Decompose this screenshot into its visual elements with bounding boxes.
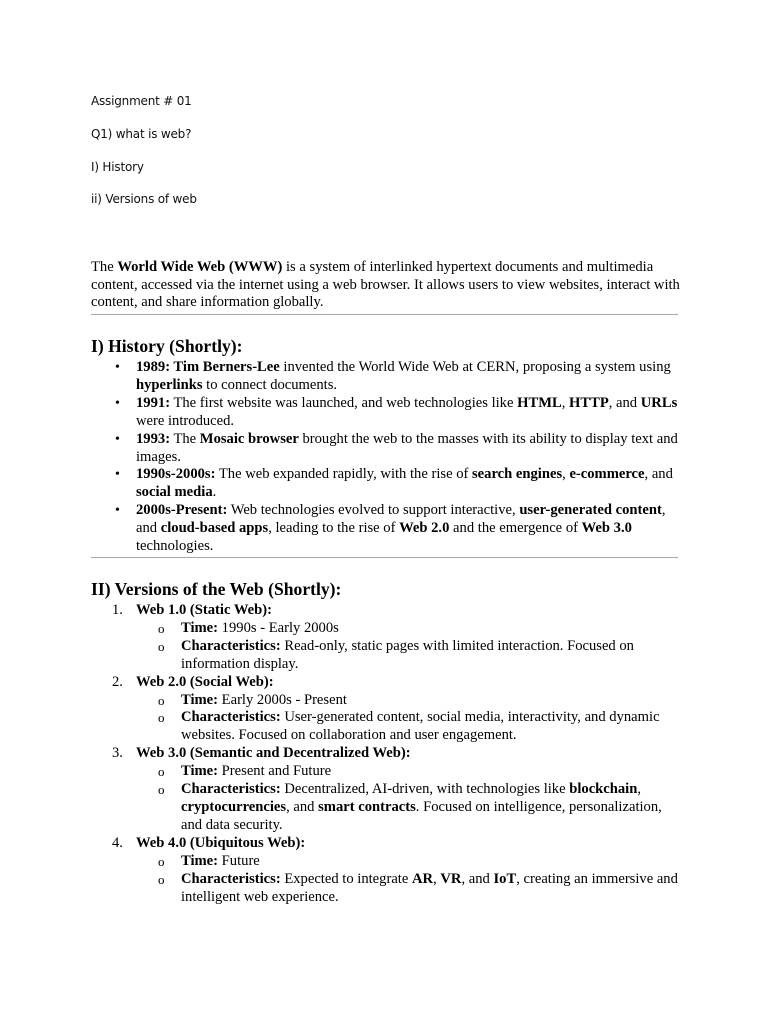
horizontal-rule <box>91 314 678 315</box>
bullet-icon: • <box>115 467 120 483</box>
history-bold: Mosaic browser <box>199 430 299 447</box>
intro-bold-term: World Wide Web (WWW) <box>117 259 283 275</box>
history-text: to connect documents. <box>202 376 338 393</box>
question-line: Q1) what is web? <box>91 127 192 141</box>
history-text: The <box>170 430 200 447</box>
characteristics-text: , <box>433 870 441 887</box>
version-characteristics <box>158 709 684 745</box>
history-bold: HTTP <box>569 394 609 411</box>
history-item <box>115 359 684 395</box>
history-text: . <box>212 484 217 501</box>
time-value: Present and Future <box>218 763 332 780</box>
characteristics-text: Expected to integrate <box>280 870 412 887</box>
characteristics-label: Characteristics: <box>181 709 281 726</box>
version-title: Web 3.0 (Semantic and Decentralized Web): <box>136 745 411 762</box>
circle-bullet-icon: o <box>158 782 165 798</box>
intro-paragraph <box>91 259 681 312</box>
history-text: , leading to the rise of <box>268 520 400 537</box>
characteristics-bold: smart contracts <box>318 798 416 815</box>
history-text: technologies. <box>136 538 214 555</box>
version-time <box>158 691 684 710</box>
history-bold: Web 2.0 <box>399 520 450 537</box>
version-title: Web 4.0 (Ubiquitous Web): <box>136 834 306 851</box>
part-versions-line: ii) Versions of web <box>91 192 197 206</box>
history-bold: cloud-based apps <box>160 520 269 537</box>
history-bold: social media <box>136 484 213 501</box>
time-label: Time: <box>181 763 219 780</box>
version-details <box>136 853 684 907</box>
version-number: 1. <box>112 602 123 618</box>
history-text: , <box>562 466 570 483</box>
characteristics-text: , <box>637 781 642 798</box>
history-text: were introduced. <box>136 412 235 429</box>
characteristics-label: Characteristics: <box>181 781 281 798</box>
history-bold: 2000s-Present: <box>136 502 228 519</box>
history-bold: user-generated content <box>519 502 662 519</box>
version-characteristics <box>158 781 684 835</box>
version-title: Web 1.0 (Static Web): <box>136 602 272 618</box>
bullet-icon: • <box>115 395 120 411</box>
characteristics-text: Decentralized, AI-driven, with technologies like <box>280 781 570 798</box>
history-text: , <box>561 394 569 411</box>
time-value: Early 2000s - Present <box>218 691 347 708</box>
version-characteristics <box>158 870 684 907</box>
part-history-line: I) History <box>91 160 144 174</box>
time-label: Time: <box>181 691 219 708</box>
intro-text: is a system of interlinked hypertext documents and multimedia content, accessed via the internet using a web browser. It allows users to view websites, interact with content, and share information globally. <box>91 259 680 311</box>
assignment-title: Assignment # 01 <box>91 94 192 108</box>
version-details <box>136 692 684 746</box>
time-label: Time: <box>181 852 219 869</box>
versions-list <box>112 602 684 906</box>
version-item <box>112 673 684 746</box>
history-bold: 1991: <box>136 394 171 411</box>
history-bold: URLs <box>640 394 678 411</box>
version-item <box>112 834 684 907</box>
version-characteristics <box>158 637 684 674</box>
history-bold: HTML <box>517 394 562 411</box>
characteristics-label: Characteristics: <box>181 870 281 887</box>
characteristics-text: , and <box>286 798 319 815</box>
version-number: 2. <box>112 673 123 690</box>
characteristics-bold: IoT <box>493 870 517 887</box>
history-heading: I) History (Shortly): <box>91 336 243 356</box>
versions-heading: II) Versions of the Web (Shortly): <box>91 579 342 599</box>
history-bold: hyperlinks <box>136 376 203 393</box>
time-label: Time: <box>181 619 219 636</box>
history-text: invented the World Wide Web at CERN, proposing a system using <box>279 359 671 375</box>
history-text: brought the web to the masses with its ability to display text and images. <box>136 430 678 465</box>
version-details <box>136 763 684 835</box>
circle-bullet-icon: o <box>158 853 165 869</box>
characteristics-bold: cryptocurrencies <box>181 798 287 815</box>
characteristics-text: . Focused on intelligence, personalization, and data security. <box>181 798 662 833</box>
history-bold: e-commerce <box>569 466 645 483</box>
history-bold: search engines <box>472 466 563 483</box>
version-item <box>112 745 684 835</box>
characteristics-bold: AR <box>411 870 434 887</box>
history-item <box>115 394 684 431</box>
characteristics-text: Read-only, static pages with limited interaction. Focused on information display. <box>181 637 634 672</box>
history-bold: Web 3.0 <box>581 520 632 537</box>
history-text: , and <box>136 502 666 537</box>
history-item <box>115 502 684 556</box>
history-text: The first website was launched, and web technologies like <box>170 394 518 411</box>
version-item <box>112 602 684 674</box>
history-text: Web technologies evolved to support interactive, <box>227 502 520 519</box>
time-value: 1990s - Early 2000s <box>218 619 339 636</box>
history-bold: 1993: <box>136 430 171 447</box>
version-time <box>158 763 684 781</box>
characteristics-text: , creating an immersive and intelligent web experience. <box>181 870 678 905</box>
version-number: 4. <box>112 834 123 851</box>
intro-text: The <box>91 259 118 275</box>
horizontal-rule <box>91 557 678 558</box>
characteristics-text: User-generated content, social media, interactivity, and dynamic websites. Focused on collaboration and user engagement. <box>181 709 660 744</box>
circle-bullet-icon: o <box>158 638 165 654</box>
circle-bullet-icon: o <box>158 710 165 726</box>
history-list <box>115 359 684 556</box>
history-text: The web expanded rapidly, with the rise of <box>215 466 472 483</box>
bullet-icon: • <box>115 503 120 519</box>
time-value: Future <box>218 852 260 869</box>
characteristics-bold: blockchain <box>569 781 638 798</box>
version-time <box>158 619 684 638</box>
history-text: , and <box>644 466 673 483</box>
circle-bullet-icon: o <box>158 871 165 887</box>
history-text: , and <box>608 394 641 411</box>
history-bold: 1989: Tim Berners-Lee <box>136 359 280 375</box>
circle-bullet-icon: o <box>158 764 165 780</box>
version-details <box>136 620 684 674</box>
characteristics-text: , and <box>461 870 494 887</box>
bullet-icon: • <box>115 431 120 447</box>
characteristics-bold: VR <box>440 870 462 887</box>
bullet-icon: • <box>115 360 120 375</box>
history-item <box>115 430 684 467</box>
circle-bullet-icon: o <box>158 692 165 708</box>
history-item <box>115 466 684 502</box>
version-number: 3. <box>112 745 123 762</box>
history-bold: 1990s-2000s: <box>136 466 216 483</box>
history-text: and the emergence of <box>449 520 582 537</box>
circle-bullet-icon: o <box>158 620 165 636</box>
characteristics-label: Characteristics: <box>181 637 281 654</box>
version-time <box>158 852 684 871</box>
version-title: Web 2.0 (Social Web): <box>136 673 274 690</box>
